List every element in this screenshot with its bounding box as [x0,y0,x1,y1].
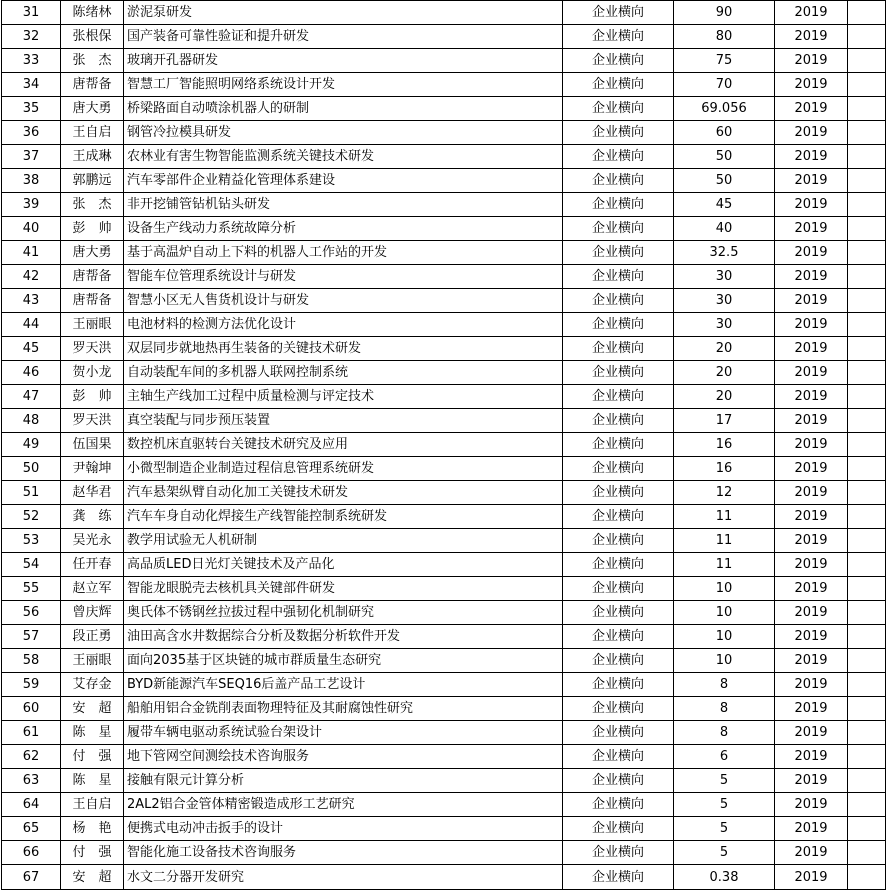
owner-name-cell: 陈 星 [61,721,124,745]
owner-name-cell: 张根保 [61,25,124,49]
empty-note-cell [848,337,886,361]
funding-amount-cell: 5 [674,793,775,817]
row-index-cell: 62 [2,745,61,769]
project-title-cell: 真空装配与同步预压装置 [124,409,563,433]
funding-amount-cell: 75 [674,49,775,73]
row-index-cell: 60 [2,697,61,721]
table-row [2,49,886,73]
row-index-cell: 36 [2,121,61,145]
table-row [2,745,886,769]
funding-amount-cell: 50 [674,169,775,193]
table-row [2,529,886,553]
project-year-cell: 2019 [775,121,848,145]
project-type-cell: 企业横向 [563,169,674,193]
row-index-cell: 57 [2,625,61,649]
empty-note-cell [848,169,886,193]
project-type-cell: 企业横向 [563,769,674,793]
row-index-cell: 41 [2,241,61,265]
row-index-cell: 56 [2,601,61,625]
table-row [2,265,886,289]
funding-amount-cell: 20 [674,361,775,385]
row-index-cell: 35 [2,97,61,121]
owner-name-cell: 伍国果 [61,433,124,457]
project-type-cell: 企业横向 [563,577,674,601]
empty-note-cell [848,97,886,121]
project-year-cell: 2019 [775,265,848,289]
funding-amount-cell: 32.5 [674,241,775,265]
empty-note-cell [848,721,886,745]
table-row [2,169,886,193]
project-type-cell: 企业横向 [563,529,674,553]
project-title-cell: 便携式电动冲击扳手的设计 [124,817,563,841]
empty-note-cell [848,1,886,25]
table-row [2,217,886,241]
table-row [2,817,886,841]
project-year-cell: 2019 [775,217,848,241]
empty-note-cell [848,553,886,577]
funding-amount-cell: 10 [674,625,775,649]
project-title-cell: 智能车位管理系统设计与研发 [124,265,563,289]
project-type-cell: 企业横向 [563,505,674,529]
project-year-cell: 2019 [775,649,848,673]
table-row [2,721,886,745]
table-row [2,145,886,169]
table-row [2,769,886,793]
owner-name-cell: 付 强 [61,745,124,769]
project-type-cell: 企业横向 [563,433,674,457]
project-title-cell: 玻璃开孔器研发 [124,49,563,73]
funding-amount-cell: 11 [674,505,775,529]
project-year-cell: 2019 [775,721,848,745]
owner-name-cell: 赵立军 [61,577,124,601]
row-index-cell: 45 [2,337,61,361]
project-year-cell: 2019 [775,529,848,553]
funding-amount-cell: 45 [674,193,775,217]
project-year-cell: 2019 [775,793,848,817]
row-index-cell: 46 [2,361,61,385]
empty-note-cell [848,385,886,409]
funding-amount-cell: 5 [674,769,775,793]
empty-note-cell [848,193,886,217]
project-year-cell: 2019 [775,97,848,121]
funding-amount-cell: 8 [674,673,775,697]
funding-amount-cell: 50 [674,145,775,169]
table-row [2,793,886,817]
project-year-cell: 2019 [775,505,848,529]
owner-name-cell: 郭鹏远 [61,169,124,193]
project-type-cell: 企业横向 [563,217,674,241]
project-type-cell: 企业横向 [563,721,674,745]
project-type-cell: 企业横向 [563,625,674,649]
empty-note-cell [848,25,886,49]
empty-note-cell [848,121,886,145]
project-title-cell: 水文二分器开发研究 [124,865,563,890]
owner-name-cell: 张 杰 [61,193,124,217]
funding-amount-cell: 5 [674,817,775,841]
owner-name-cell: 彭 帅 [61,385,124,409]
funding-amount-cell: 70 [674,73,775,97]
project-type-cell: 企业横向 [563,313,674,337]
table-row [2,673,886,697]
owner-name-cell: 唐大勇 [61,241,124,265]
project-year-cell: 2019 [775,289,848,313]
project-type-cell: 企业横向 [563,289,674,313]
project-title-cell: 设备生产线动力系统故障分析 [124,217,563,241]
project-type-cell: 企业横向 [563,361,674,385]
funding-amount-cell: 5 [674,841,775,865]
project-year-cell: 2019 [775,169,848,193]
empty-note-cell [848,217,886,241]
project-year-cell: 2019 [775,625,848,649]
project-title-cell: 农林业有害生物智能监测系统关键技术研发 [124,145,563,169]
funding-amount-cell: 6 [674,745,775,769]
owner-name-cell: 段正勇 [61,625,124,649]
project-year-cell: 2019 [775,817,848,841]
empty-note-cell [848,145,886,169]
row-index-cell: 50 [2,457,61,481]
funding-amount-cell: 80 [674,25,775,49]
project-type-cell: 企业横向 [563,121,674,145]
empty-note-cell [848,841,886,865]
project-type-cell: 企业横向 [563,409,674,433]
funding-amount-cell: 40 [674,217,775,241]
table-row [2,841,886,865]
empty-note-cell [848,769,886,793]
owner-name-cell: 彭 帅 [61,217,124,241]
project-title-cell: 智能化施工设备技术咨询服务 [124,841,563,865]
project-type-cell: 企业横向 [563,601,674,625]
project-type-cell: 企业横向 [563,697,674,721]
project-type-cell: 企业横向 [563,673,674,697]
row-index-cell: 51 [2,481,61,505]
project-title-cell: 地下管网空间测绘技术咨询服务 [124,745,563,769]
table-row [2,577,886,601]
empty-note-cell [848,73,886,97]
empty-note-cell [848,817,886,841]
row-index-cell: 33 [2,49,61,73]
project-type-cell: 企业横向 [563,25,674,49]
row-index-cell: 47 [2,385,61,409]
empty-note-cell [848,529,886,553]
project-title-cell: 教学用试验无人机研制 [124,529,563,553]
row-index-cell: 54 [2,553,61,577]
project-type-cell: 企业横向 [563,241,674,265]
project-title-cell: 双层同步就地热再生装备的关键技术研发 [124,337,563,361]
project-type-cell: 企业横向 [563,649,674,673]
table-row [2,1,886,25]
project-year-cell: 2019 [775,553,848,577]
owner-name-cell: 吴光永 [61,529,124,553]
empty-note-cell [848,577,886,601]
project-year-cell: 2019 [775,673,848,697]
funding-amount-cell: 10 [674,649,775,673]
project-title-cell: 奥氏体不锈钢丝拉拔过程中强韧化机制研究 [124,601,563,625]
project-type-cell: 企业横向 [563,385,674,409]
project-year-cell: 2019 [775,601,848,625]
owner-name-cell: 王丽眼 [61,313,124,337]
row-index-cell: 44 [2,313,61,337]
funding-amount-cell: 11 [674,553,775,577]
table-row [2,313,886,337]
project-table-body [2,1,886,890]
funding-amount-cell: 30 [674,265,775,289]
row-index-cell: 58 [2,649,61,673]
project-type-cell: 企业横向 [563,193,674,217]
project-type-cell: 企业横向 [563,1,674,25]
funding-amount-cell: 30 [674,289,775,313]
funding-amount-cell: 90 [674,1,775,25]
empty-note-cell [848,673,886,697]
empty-note-cell [848,361,886,385]
row-index-cell: 40 [2,217,61,241]
project-title-cell: 智能龙眼脱壳去核机具关键部件研发 [124,577,563,601]
table-row [2,625,886,649]
owner-name-cell: 王自启 [61,793,124,817]
project-year-cell: 2019 [775,769,848,793]
table-row [2,601,886,625]
row-index-cell: 53 [2,529,61,553]
owner-name-cell: 任开春 [61,553,124,577]
owner-name-cell: 安 超 [61,865,124,890]
empty-note-cell [848,409,886,433]
empty-note-cell [848,433,886,457]
funding-amount-cell: 30 [674,313,775,337]
empty-note-cell [848,745,886,769]
project-title-cell: 智慧小区无人售货机设计与研发 [124,289,563,313]
owner-name-cell: 贺小龙 [61,361,124,385]
row-index-cell: 59 [2,673,61,697]
row-index-cell: 65 [2,817,61,841]
project-year-cell: 2019 [775,193,848,217]
row-index-cell: 49 [2,433,61,457]
table-row [2,433,886,457]
row-index-cell: 61 [2,721,61,745]
row-index-cell: 55 [2,577,61,601]
row-index-cell: 43 [2,289,61,313]
row-index-cell: 34 [2,73,61,97]
funding-amount-cell: 8 [674,697,775,721]
row-index-cell: 48 [2,409,61,433]
funding-amount-cell: 0.38 [674,865,775,890]
project-title-cell: 汽车零部件企业精益化管理体系建设 [124,169,563,193]
funding-amount-cell: 17 [674,409,775,433]
project-type-cell: 企业横向 [563,745,674,769]
owner-name-cell: 王丽眼 [61,649,124,673]
project-table [1,0,886,890]
project-title-cell: 高品质LED日光灯关键技术及产品化 [124,553,563,577]
owner-name-cell: 唐大勇 [61,97,124,121]
project-type-cell: 企业横向 [563,481,674,505]
owner-name-cell: 罗天洪 [61,409,124,433]
project-type-cell: 企业横向 [563,337,674,361]
project-title-cell: 电池材料的检测方法优化设计 [124,313,563,337]
funding-amount-cell: 16 [674,457,775,481]
project-title-cell: 小微型制造企业制造过程信息管理系统研发 [124,457,563,481]
project-title-cell: 2AL2铝合金管体精密锻造成形工艺研究 [124,793,563,817]
project-year-cell: 2019 [775,313,848,337]
owner-name-cell: 陈 星 [61,769,124,793]
empty-note-cell [848,313,886,337]
owner-name-cell: 张 杰 [61,49,124,73]
empty-note-cell [848,265,886,289]
project-title-cell: BYD新能源汽车SEQ16后盖产品工艺设计 [124,673,563,697]
table-row [2,385,886,409]
empty-note-cell [848,49,886,73]
project-type-cell: 企业横向 [563,865,674,890]
project-title-cell: 油田高含水井数据综合分析及数据分析软件开发 [124,625,563,649]
owner-name-cell: 赵华君 [61,481,124,505]
project-title-cell: 淤泥泵研发 [124,1,563,25]
project-type-cell: 企业横向 [563,97,674,121]
project-type-cell: 企业横向 [563,553,674,577]
project-year-cell: 2019 [775,241,848,265]
table-row [2,553,886,577]
owner-name-cell: 曾庆辉 [61,601,124,625]
owner-name-cell: 尹翰坤 [61,457,124,481]
project-year-cell: 2019 [775,865,848,890]
row-index-cell: 38 [2,169,61,193]
table-row [2,241,886,265]
row-index-cell: 37 [2,145,61,169]
table-row [2,505,886,529]
funding-amount-cell: 12 [674,481,775,505]
project-title-cell: 履带车辆电驱动系统试验台架设计 [124,721,563,745]
project-title-cell: 汽车悬架纵臂自动化加工关键技术研发 [124,481,563,505]
project-title-cell: 汽车车身自动化焊接生产线智能控制系统研发 [124,505,563,529]
table-row [2,337,886,361]
project-title-cell: 数控机床直驱转台关键技术研究及应用 [124,433,563,457]
empty-note-cell [848,457,886,481]
project-type-cell: 企业横向 [563,841,674,865]
project-year-cell: 2019 [775,385,848,409]
row-index-cell: 66 [2,841,61,865]
project-year-cell: 2019 [775,697,848,721]
project-title-cell: 基于高温炉自动上下料的机器人工作站的开发 [124,241,563,265]
project-title-cell: 主轴生产线加工过程中质量检测与评定技术 [124,385,563,409]
row-index-cell: 31 [2,1,61,25]
owner-name-cell: 唐帮备 [61,73,124,97]
owner-name-cell: 龚 练 [61,505,124,529]
project-title-cell: 船舶用铝合金铣削表面物理特征及其耐腐蚀性研究 [124,697,563,721]
owner-name-cell: 罗天洪 [61,337,124,361]
project-year-cell: 2019 [775,145,848,169]
project-title-cell: 钢管冷拉模具研发 [124,121,563,145]
project-type-cell: 企业横向 [563,457,674,481]
project-year-cell: 2019 [775,433,848,457]
funding-amount-cell: 16 [674,433,775,457]
project-type-cell: 企业横向 [563,73,674,97]
table-row [2,73,886,97]
project-year-cell: 2019 [775,49,848,73]
row-index-cell: 42 [2,265,61,289]
project-title-cell: 智慧工厂智能照明网络系统设计开发 [124,73,563,97]
funding-amount-cell: 10 [674,577,775,601]
empty-note-cell [848,241,886,265]
table-row [2,409,886,433]
owner-name-cell: 王自启 [61,121,124,145]
project-title-cell: 接触有限元计算分析 [124,769,563,793]
funding-amount-cell: 20 [674,337,775,361]
project-year-cell: 2019 [775,73,848,97]
funding-amount-cell: 20 [674,385,775,409]
row-index-cell: 67 [2,865,61,890]
table-row [2,457,886,481]
project-year-cell: 2019 [775,409,848,433]
funding-amount-cell: 11 [674,529,775,553]
row-index-cell: 52 [2,505,61,529]
project-type-cell: 企业横向 [563,817,674,841]
funding-amount-cell: 60 [674,121,775,145]
funding-amount-cell: 10 [674,601,775,625]
project-title-cell: 自动装配车间的多机器人联网控制系统 [124,361,563,385]
project-title-cell: 国产装备可靠性验证和提升研发 [124,25,563,49]
table-row [2,481,886,505]
project-year-cell: 2019 [775,457,848,481]
owner-name-cell: 陈绪林 [61,1,124,25]
owner-name-cell: 付 强 [61,841,124,865]
project-year-cell: 2019 [775,1,848,25]
empty-note-cell [848,505,886,529]
table-row [2,193,886,217]
project-year-cell: 2019 [775,361,848,385]
empty-note-cell [848,625,886,649]
project-year-cell: 2019 [775,745,848,769]
funding-amount-cell: 69.056 [674,97,775,121]
table-row [2,289,886,313]
empty-note-cell [848,649,886,673]
project-year-cell: 2019 [775,337,848,361]
empty-note-cell [848,793,886,817]
project-year-cell: 2019 [775,577,848,601]
project-type-cell: 企业横向 [563,265,674,289]
project-year-cell: 2019 [775,841,848,865]
owner-name-cell: 唐帮备 [61,289,124,313]
project-title-cell: 面向2035基于区块链的城市群质量生态研究 [124,649,563,673]
table-row [2,649,886,673]
table-row [2,121,886,145]
project-year-cell: 2019 [775,481,848,505]
table-row [2,97,886,121]
empty-note-cell [848,865,886,890]
table-row [2,865,886,890]
owner-name-cell: 艾存金 [61,673,124,697]
row-index-cell: 39 [2,193,61,217]
table-row [2,697,886,721]
owner-name-cell: 安 超 [61,697,124,721]
project-year-cell: 2019 [775,25,848,49]
project-type-cell: 企业横向 [563,49,674,73]
owner-name-cell: 王成琳 [61,145,124,169]
row-index-cell: 63 [2,769,61,793]
empty-note-cell [848,601,886,625]
owner-name-cell: 唐帮备 [61,265,124,289]
table-row [2,25,886,49]
empty-note-cell [848,697,886,721]
project-type-cell: 企业横向 [563,793,674,817]
table-row [2,361,886,385]
owner-name-cell: 杨 艳 [61,817,124,841]
project-type-cell: 企业横向 [563,145,674,169]
funding-amount-cell: 8 [674,721,775,745]
project-title-cell: 桥梁路面自动喷涂机器人的研制 [124,97,563,121]
empty-note-cell [848,481,886,505]
project-title-cell: 非开挖铺管钻机钻头研发 [124,193,563,217]
empty-note-cell [848,289,886,313]
row-index-cell: 64 [2,793,61,817]
row-index-cell: 32 [2,25,61,49]
